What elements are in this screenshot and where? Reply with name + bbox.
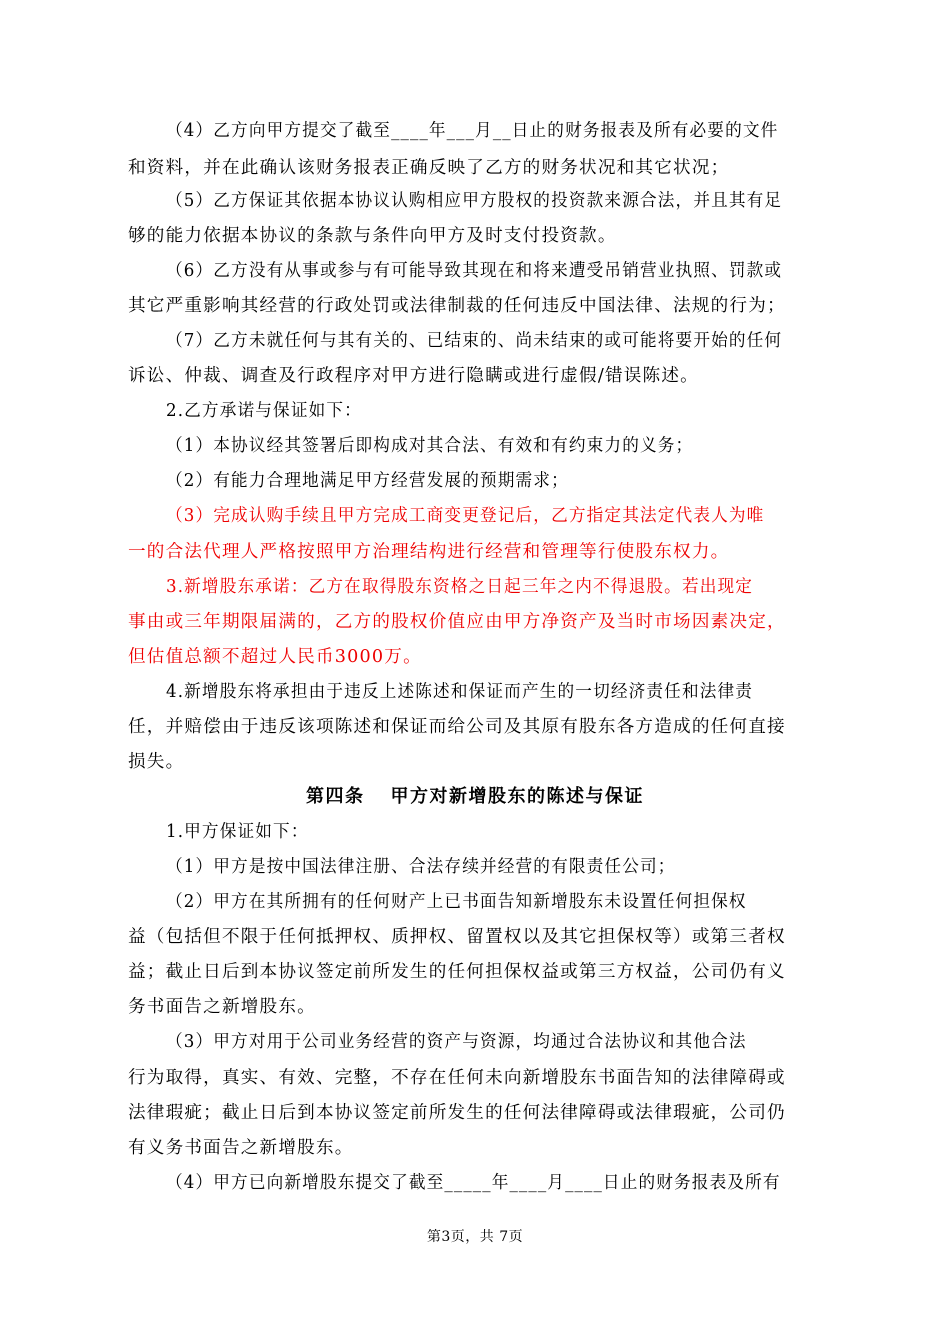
section4-item-4: （4）甲方已向新增股东提交了截至_____年____月____日止的财务报表及所有 [166,1173,781,1193]
clause-2-item-2: （2）有能力合理地满足甲方经营发展的预期需求； [166,471,569,491]
text-line: 3.新增股东承诺：乙方在取得股东资格之日起三年之内不得退股。若出现定 [166,577,754,597]
text-line: 事由或三年期限届满的，乙方的股权价值应由甲方净资产及当时市场因素决定， [128,612,786,632]
text-line: （2）甲方在其所拥有的任何财产上已书面告知新增股东未设置任何担保权 [166,892,747,912]
text-line: （6）乙方没有从事或参与有可能导致其现在和将来遭受吊销营业执照、罚款或 [166,261,783,281]
clause-2-item-1: （1）本协议经其签署后即构成对其合法、有效和有约束力的义务； [166,436,694,456]
text-line: 行为取得，真实、有效、完整，不存在任何未向新增股东书面告知的法律障碍或 [128,1068,786,1088]
text-line: 损失。 [128,752,185,772]
page-footer: 第3页，共 7页 [426,1229,524,1245]
text-line: 但估值总额不超过人民币3000万。 [128,647,422,667]
text-line: 益；截止日后到本协议签定前所发生的任何担保权益或第三方权益，公司仍有义 [128,962,786,982]
text-line: （5）乙方保证其依据本协议认购相应甲方股权的投资款来源合法，并且其有足 [166,191,783,211]
text-line: 益（包括但不限于任何抵押权、质押权、留置权以及其它担保权等）或第三者权 [128,927,786,947]
text-line: 其它严重影响其经营的行政处罚或法律制裁的任何违反中国法律、法规的行为； [128,296,786,316]
text-line: 有义务书面告之新增股东。 [128,1138,354,1158]
text-line: （4）乙方向甲方提交了截至____年___月__日止的财务报表及所有必要的文件 [166,121,779,141]
text-line: （3）完成认购手续且甲方完成工商变更登记后，乙方指定其法定代表人为唯 [166,506,765,526]
text-line: 4.新增股东将承担由于违反上述陈述和保证而产生的一切经济责任和法律责 [166,682,754,702]
text-line: 任，并赔偿由于违反该项陈述和保证而给公司及其原有股东各方造成的任何直接 [128,717,786,737]
text-line: 一的合法代理人严格按照甲方治理结构进行经营和管理等行使股东权力。 [128,542,730,562]
text-line: （3）甲方对用于公司业务经营的资产与资源，均通过合法协议和其他合法 [166,1032,747,1052]
text-line: 法律瑕疵；截止日后到本协议签定前所发生的任何法律障碍或法律瑕疵，公司仍 [128,1103,786,1123]
section-heading [0,785,950,809]
text-line: 够的能力依据本协议的条款与条件向甲方及时支付投资款。 [128,226,617,246]
section-number: 第四条 [306,786,365,807]
text-line: 和资料，并在此确认该财务报表正确反映了乙方的财务状况和其它状况； [128,158,730,178]
section-title: 甲方对新增股东的陈述与保证 [390,786,644,807]
section4-item-1: （1）甲方是按中国法律注册、合法存续并经营的有限责任公司； [166,857,676,877]
section4-clause-1-heading: 1.甲方保证如下： [166,822,309,842]
text-line: 务书面告之新增股东。 [128,997,316,1017]
clause-2-heading: 2.乙方承诺与保证如下： [166,401,362,421]
text-line: （7）乙方未就任何与其有关的、已结束的、尚未结束的或可能将要开始的任何 [166,331,783,351]
text-line: 诉讼、仲裁、调查及行政程序对甲方进行隐瞒或进行虚假/错误陈述。 [128,366,699,386]
